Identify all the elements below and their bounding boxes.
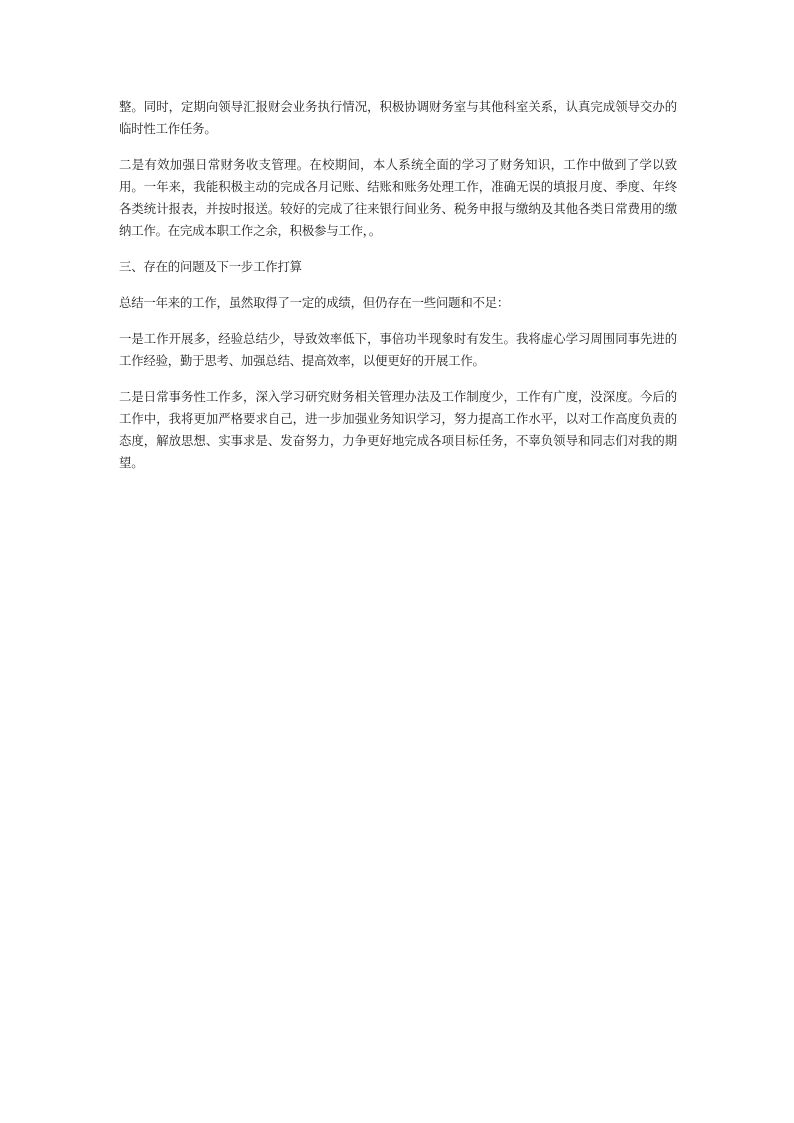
paragraph-gap [119, 278, 677, 292]
paragraph-problem-two: 二是日常事务性工作多，深入学习研究财务相关管理办法及工作制度少，工作有广度，没深度。今后的工作中，我将更加严格要求自己，进一步加强业务知识学习，努力提高工作水平，以对工作高度负责的态度，解放思想、实事求是、发奋努力，力争更好地完成各项目标任务，不辜负领导和同志们对我的期望。 [119, 389, 677, 470]
paragraph-problem-one: 一是工作开展多，经验总结少，导致效率低下，事倍功半现象时有发生。我将虚心学习周围同事先进的工作经验，勤于思考、加强总结、提高效率，以便更好的开展工作。 [119, 331, 677, 368]
section-heading-problems: 三、存在的问题及下一步工作打算 [119, 259, 302, 274]
paragraph-summary: 总结一年来的工作，虽然取得了一定的成绩，但仍存在一些问题和不足： [119, 295, 510, 310]
paragraph-gap [119, 314, 677, 328]
paragraph-continuation: 整。同时，定期向领导汇报财会业务执行情况，积极协调财务室与其他科室关系，认真完成领导交办的临时性工作任务。 [119, 99, 677, 136]
paragraph-gap [119, 140, 677, 154]
document-body [119, 96, 677, 474]
paragraph-gap [119, 242, 677, 256]
paragraph-gap [119, 372, 677, 386]
paragraph-financial-management: 二是有效加强日常财务收支管理。在校期间，本人系统全面的学习了财务知识，工作中做到了学以致用。一年来，我能积极主动的完成各月记账、结账和账务处理工作，准确无误的填报月度、季度、年终各类统计报表，并按时报送。较好的完成了往来银行间业务、税务申报与缴纳及其他各类日常费用的缴纳工作。在完成本职工作之余，积极参与工作，。 [119, 157, 677, 238]
